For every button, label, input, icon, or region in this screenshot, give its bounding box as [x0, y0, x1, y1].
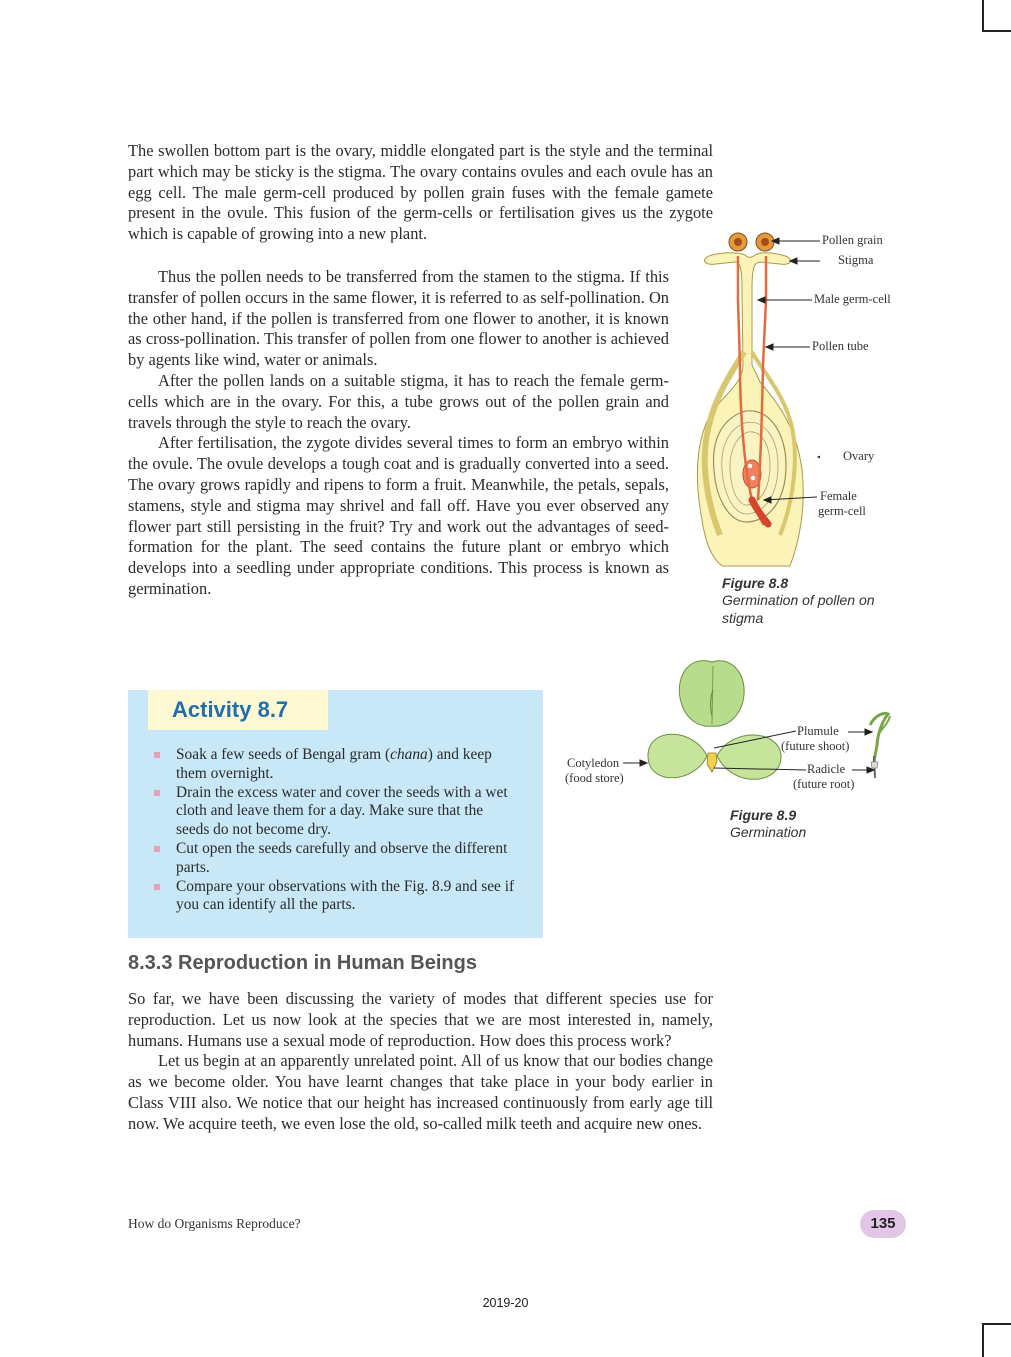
label-food-store: (food store) — [565, 771, 624, 785]
label-future-shoot: (future shoot) — [781, 739, 850, 753]
activity-item-soak: Soak a few seeds of Bengal gram (chana) and keep them overnight. — [150, 746, 520, 784]
figure-8-8-title: Figure 8.8 — [722, 575, 789, 591]
paragraph-humans: So far, we have been discussing the variety of modes that different species use for reproduction. Let us now look at the species that we are most interested in, namely, humans. Humans use a sexual mode of reproduction. How does this process work? — [128, 989, 713, 1050]
label-radicle: Radicle — [807, 762, 846, 776]
label-cotyledon: Cotyledon — [567, 756, 620, 770]
activity-item-cut: Cut open the seeds carefully and observe the different parts. — [150, 840, 520, 878]
label-plumule: Plumule — [797, 724, 839, 738]
label-pollen-grain: Pollen grain — [822, 233, 883, 247]
body-text-upper — [128, 141, 713, 245]
label-female: Female — [820, 489, 857, 503]
section-heading: 8.3.3 Reproduction in Human Beings — [128, 952, 477, 974]
activity-title: Activity 8.7 — [148, 690, 328, 730]
activity-list — [150, 746, 520, 915]
label-stigma: Stigma — [838, 253, 874, 267]
figure-8-9-caption — [730, 807, 806, 841]
paragraph-pollen-tube: After the pollen lands on a suitable stigma, it has to reach the female germ-cells which are in the ovary. For this, a tube grows out of the pollen grain and travels through the style to reach the ovary. — [128, 370, 669, 432]
activity-item-drain: Drain the excess water and cover the seeds with a wet cloth and leave them for a day. Make sure that the seeds do not become dry. — [150, 784, 520, 840]
page-number-badge: 135 — [860, 1210, 906, 1238]
paragraph-body-changes: Let us begin at an apparently unrelated point. All of us know that our bodies change as we become older. You have learnt changes that take place in your body earlier in Class VIII also. We notice that our height has increased continuously from early age till now. We acquire teeth, we even lose the old, so-called milk teeth and acquire new ones. — [128, 1051, 713, 1133]
paragraph-germination: After fertilisation, the zygote divides several times to form an embryo within the ovule. The ovule develops a tough coat and is gradually converted into a seed. The ovary grows rapidly and ripens to form a fruit. Meanwhile, the petals, sepals, stamens, style and stigma may shrivel and fall off. Have you ever observed any flower part still persisting in the fruit? Try and work out the advantages of seed-formation for the plant. The seed contains the future plant or embryo which develops into a seedling under appropriate conditions. This process is known as germination. — [128, 433, 669, 598]
label-pollen-tube: Pollen tube — [812, 339, 869, 353]
label-germ-cell: germ-cell — [818, 504, 866, 518]
paragraph-pollination: Thus the pollen needs to be transferred from the stamen to the stigma. If this transfer of pollen occurs in the same flower, it is referred to as self-pollination. On the other hand, if the pollen is transferred from one flower to another, it is known as cross-pollination. This transfer of pollen from one flower to another is achieved by agents like wind, water or animals. — [128, 267, 669, 370]
figure-8-9-title: Figure 8.9 — [730, 807, 797, 823]
figure-8-8-pointer-lines — [740, 230, 820, 530]
label-future-root: (future root) — [793, 777, 855, 791]
edition-year: 2019-20 — [482, 1296, 529, 1310]
body-text-side — [128, 267, 669, 600]
paragraph-ovary: The swollen bottom part is the ovary, middle elongated part is the style and the terminal part which may be sticky is the stigma. The ovary contains ovules and each ovule has an egg cell. The male germ-cell produced by pollen grain fuses with the female gamete present in the ovule. This fusion of the germ-cells or fertilisation gives us the zygote which is capable of growing into a new plant. — [128, 141, 713, 244]
figure-8-8-caption — [722, 575, 875, 627]
body-text-section — [128, 989, 713, 1135]
label-male-germ-cell: Male germ-cell — [814, 292, 891, 306]
label-ovary: Ovary — [843, 449, 875, 463]
figure-8-8-caption-line-2: stigma — [722, 610, 764, 626]
footer-chapter-title: How do Organisms Reproduce? — [128, 1216, 301, 1231]
crop-mark-top-right — [982, 0, 1011, 32]
figure-8-8-caption-line-1: Germination of pollen on — [722, 592, 875, 608]
figure-8-9-caption-text: Germination — [730, 824, 807, 840]
crop-mark-bottom-right — [982, 1323, 1011, 1357]
activity-item-compare: Compare your observations with the Fig. 8.9 and see if you can identify all the parts. — [150, 878, 520, 916]
